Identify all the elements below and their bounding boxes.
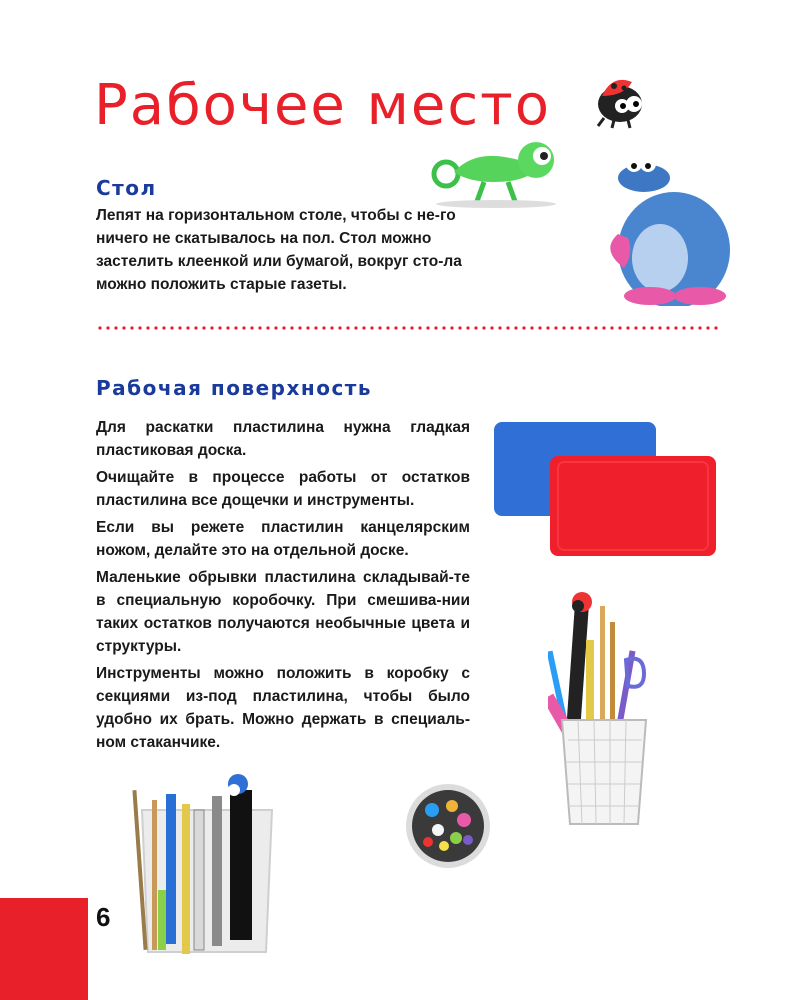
section-text-table: Лепят на горизонтальном столе, чтобы с не-го ничего не скатывалось на пол. Стол можно застелить клеенкой или бумагой, вокруг сто-ла можно положить старые газеты.	[96, 207, 462, 293]
plasticine-bowl	[402, 780, 494, 872]
tool-tray	[130, 770, 280, 956]
chameleon-figure	[424, 134, 564, 210]
page-corner-block	[0, 898, 88, 1000]
paragraph: Если вы режете пластилин канцелярским ножом, делайте это на отдельной доске.	[96, 519, 470, 559]
ladybug-figure	[584, 68, 654, 132]
paragraph: Очищайте в процессе работы от остатков пластилина все дощечки и инструменты.	[96, 469, 470, 509]
dotted-divider	[96, 326, 720, 330]
paragraph: Для раскатки пластилина нужна гладкая пластиковая доска.	[96, 419, 470, 459]
pencil-cup	[548, 590, 660, 834]
plastic-boards	[488, 418, 728, 564]
section-heading-surface: Рабочая поверхность	[96, 376, 373, 400]
paragraph: Маленькие обрывки пластилина складывай-те в специальную коробочку. При смешива-нии таких остатков получаются необычные цвета и структуры.	[96, 569, 470, 655]
page-title: Рабочее место	[94, 73, 552, 138]
paragraph: Инструменты можно положить в коробку с секциями из-под пластилина, чтобы было удобно их брать. Можно держать в специаль-ном стаканчике.	[96, 665, 470, 751]
page-number: 6	[96, 902, 111, 932]
section-heading-table: Стол	[96, 176, 157, 200]
mole-figure	[604, 150, 740, 306]
